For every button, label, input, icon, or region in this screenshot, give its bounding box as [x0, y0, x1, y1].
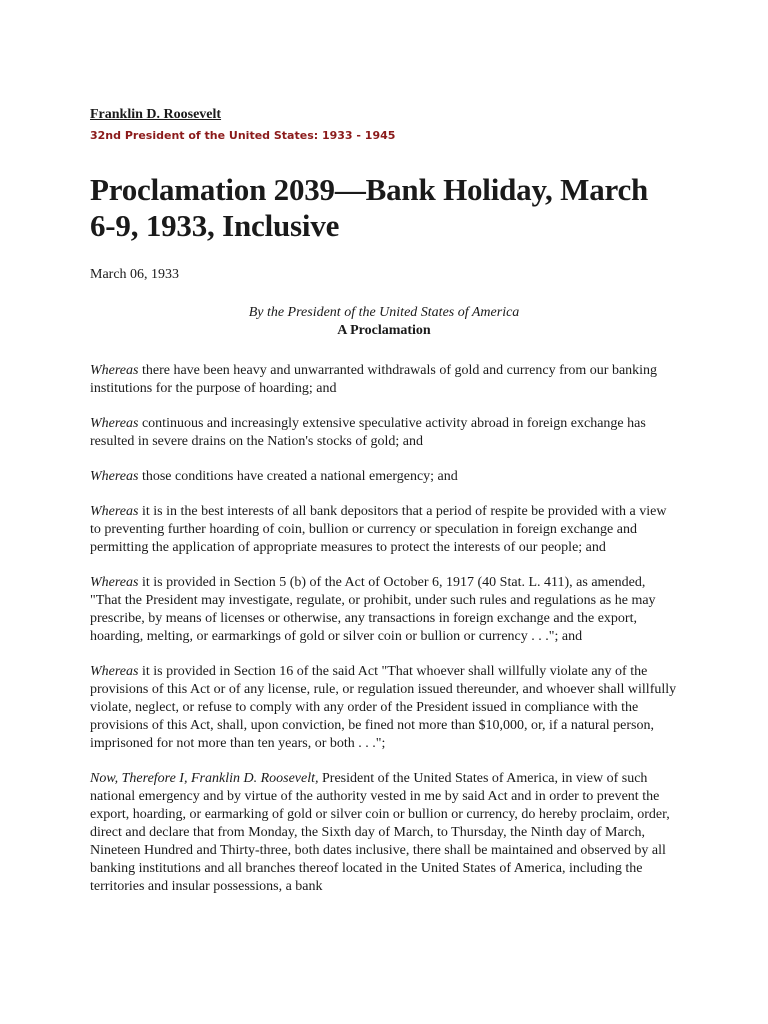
paragraph-text: President of the United States of America, in view of such national emergency and by virtue of the authority vested in me by said Act and in order to prevent the export, hoarding, or earmarking of gold or silver coin or bullion or currency, do hereby proclaim, order, direct and declare that from Monday, the Sixth day of March, to Thursday, the Ninth day of March, Nineteen Hundred and Thirty-three, both dates inclusive, there shall be maintained and observed by all banking institutions and all branches thereof located in the United States of America, including the territories and insular possessions, a bank — [90, 771, 670, 894]
paragraph-lead: Whereas — [90, 363, 139, 378]
paragraph-text: it is provided in Section 16 of the said Act "That whoever shall willfully violate any of the provisions of this Act or of any license, rule, or regulation issued thereunder, and whoever shall willfully violate, neglect, or refuse to comply with any order of the President issued in compliance with the provisions of this Act, shall, upon conviction, be fined not more than $10,000, or, if a natural person, imprisoned for not more than ten years, or both . . ."; — [90, 664, 677, 751]
paragraph — [90, 663, 678, 753]
document-title: Proclamation 2039—Bank Holiday, March 6-9, 1933, Inclusive — [90, 172, 649, 243]
paragraph-text: it is in the best interests of all bank depositors that a period of respite be provided with a view to preventing further hoarding of coin, bullion or currency or speculation in foreign exchange and permitting the application of appropriate measures to protect the interests of our people; and — [90, 504, 667, 555]
paragraph-lead: Whereas — [90, 575, 139, 590]
paragraph-lead: Now, Therefore I, Franklin D. Roosevelt, — [90, 771, 319, 786]
author-name: Franklin D. Roosevelt — [90, 107, 222, 122]
proclamation-heading: A Proclamation — [337, 323, 431, 338]
paragraph-lead: Whereas — [90, 664, 139, 679]
paragraph-lead: Whereas — [90, 416, 139, 431]
paragraph — [90, 415, 678, 451]
paragraph-lead: Whereas — [90, 469, 139, 484]
document-date: March 06, 1933 — [90, 267, 180, 282]
paragraph — [90, 574, 678, 646]
paragraph-text: there have been heavy and unwarranted withdrawals of gold and currency from our banking institutions for the purpose of hoarding; and — [90, 363, 658, 396]
paragraph — [90, 770, 678, 896]
paragraph — [90, 503, 678, 557]
author-title: 32nd President of the United States: 1933 - 1945 — [90, 129, 396, 142]
paragraph — [90, 468, 678, 486]
proclamation-byline: By the President of the United States of America — [248, 305, 520, 320]
paragraph-text: it is provided in Section 5 (b) of the Act of October 6, 1917 (40 Stat. L. 411), as amended, "That the President may investigate, regulate, or prohibit, under such rules and regulations as he may prescribe, by means of licenses or otherwise, any transactions in foreign exchange and the export, hoarding, melting, or earmarkings of gold or silver coin or bullion or currency . . ."; and — [90, 575, 656, 644]
paragraph — [90, 362, 678, 398]
paragraph-text: continuous and increasingly extensive speculative activity abroad in foreign exchange has resulted in severe drains on the Nation's stocks of gold; and — [90, 416, 646, 449]
paragraph-lead: Whereas — [90, 504, 139, 519]
paragraph-text: those conditions have created a national emergency; and — [138, 469, 458, 484]
document-body — [90, 362, 678, 896]
